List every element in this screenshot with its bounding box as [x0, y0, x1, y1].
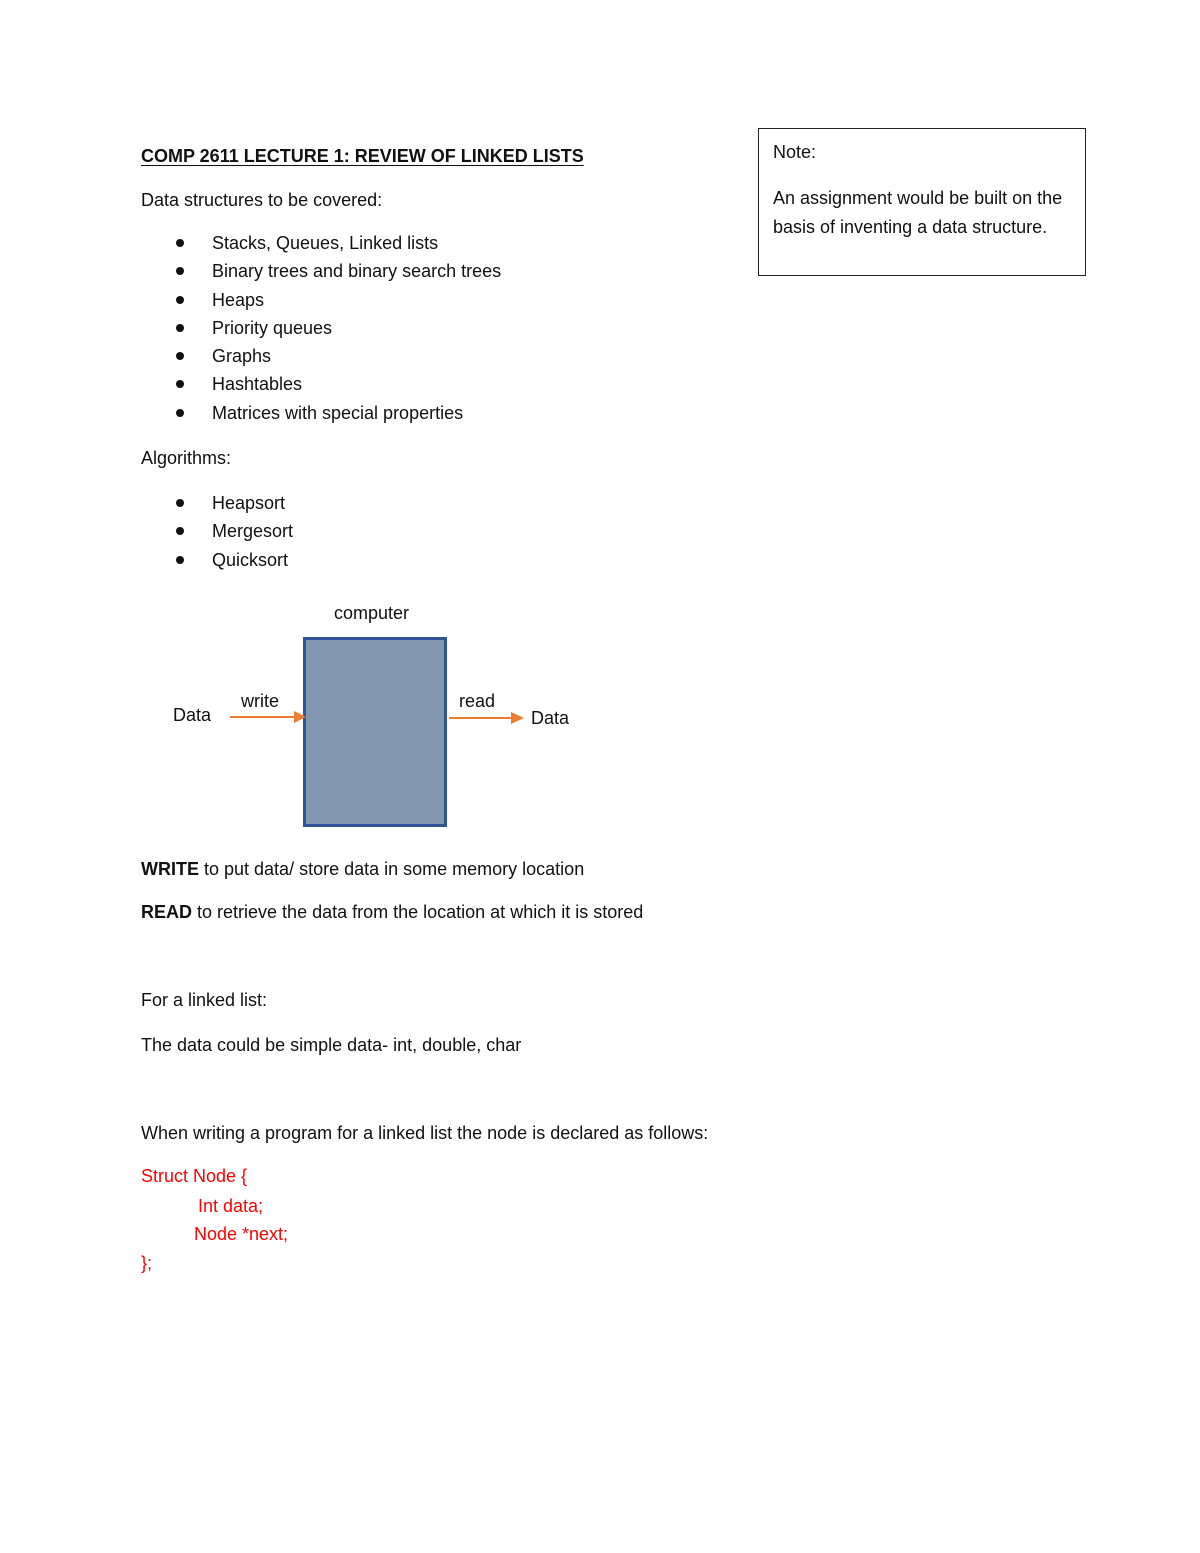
diagram-read-label: read	[459, 691, 496, 711]
write-term: WRITE	[141, 859, 199, 879]
simple-data-text: The data could be simple data- int, double, char	[141, 1035, 522, 1055]
list-item-text: Stacks, Queues, Linked lists	[212, 233, 439, 253]
read-term: READ	[141, 902, 193, 922]
linked-list-heading: For a linked list:	[141, 990, 268, 1010]
list-item-text: Graphs	[212, 346, 272, 367]
list-item-text: Binary trees and binary search trees	[212, 261, 502, 282]
diagram-output-label: Data	[531, 708, 570, 728]
list-item-text: Hashtables	[212, 374, 303, 395]
read-definition	[141, 901, 643, 923]
diagram-write-label: write	[241, 691, 280, 711]
code-line-3: Node *next;	[194, 1224, 289, 1244]
list-item-text: Heaps	[212, 289, 265, 310]
list-item-text: Heapsort	[212, 493, 286, 513]
note-title: Note:	[773, 142, 817, 162]
node-intro-text: When writing a program for a linked list the node is declared as follows:	[141, 1123, 709, 1143]
read-arrow-head-icon	[511, 712, 524, 724]
diagram-box-label: computer	[334, 603, 410, 623]
code-line-2: Int data;	[198, 1196, 264, 1216]
read-text: to retrieve the data from the location at which it is stored	[192, 902, 644, 922]
page-title: COMP 2611 LECTURE 1: REVIEW OF LINKED LISTS	[141, 146, 584, 166]
list-item-text: Quicksort	[212, 549, 289, 570]
code-line-4: };	[141, 1253, 153, 1273]
list-item-text: Mergesort	[212, 521, 294, 542]
computer-box	[305, 639, 446, 826]
algorithms-heading: Algorithms:	[141, 448, 232, 468]
diagram-input-label: Data	[173, 705, 212, 725]
note-body: An assignment would be built on the basis of inventing a data structure.	[773, 188, 1063, 237]
data-structures-heading: Data structures to be covered:	[141, 190, 383, 210]
list-item-text: Priority queues	[212, 317, 333, 338]
list-item-text: Matrices with special properties	[212, 402, 464, 423]
write-text: to put data/ store data in some memory location	[199, 859, 585, 879]
code-line-1: Struct Node {	[141, 1166, 248, 1186]
write-definition	[141, 858, 584, 880]
